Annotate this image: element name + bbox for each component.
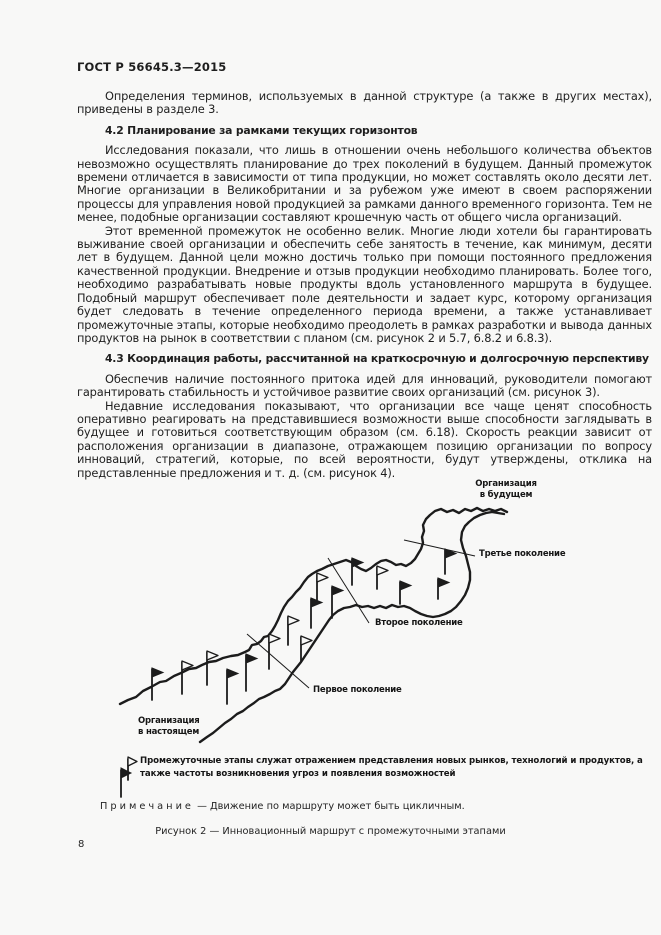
milestone-flag-icon <box>269 634 280 669</box>
milestone-flag-icon <box>311 598 322 628</box>
milestone-flag-icon <box>246 654 257 691</box>
milestone-flag-icon <box>438 578 449 599</box>
paragraph-intro: Определения терминов, используемых в данной структуре (а также в других местах), приведены в разделе 3. <box>77 89 652 117</box>
milestone-flag-icon <box>445 549 456 574</box>
milestone-flag-icon <box>352 558 363 585</box>
paragraph-4-3-a: Обеспечив наличие постоянного притока идей для инноваций, руководители помогают гарантировать стабильность и устойчивое развитие своих организаций (см. рисунок 3). <box>77 371 652 400</box>
milestone-flag-icon <box>400 581 411 604</box>
paragraph-4-3-b: Недавние исследования показывают, что организации все чаще ценят способность оперативно реагировать на представившиеся возможности выше способности заглядывать в будущее и готовиться соответствующим образом (см. 6.18). Скорость реакции зависит от расположения организации в диапазоне, отражающем позицию организации по вопросу инноваций, стратегий, которые, по всей вероятности, будут утверждены, отклика на представленные предложения и т. д. (см. рисунок 4). <box>77 398 652 480</box>
milestone-flag-icon <box>207 651 218 685</box>
section-heading-4-3: 4.3 Координация работы, рассчитанной на краткосрочную и долгосрочную перспективу <box>105 352 649 366</box>
figure-note-label: Примечание <box>100 801 194 812</box>
milestone-flag-icon <box>182 661 193 694</box>
milestone-flag-icon <box>317 573 328 600</box>
document-code-header: ГОСТ Р 56645.3—2015 <box>77 60 227 74</box>
milestone-flag-icon <box>288 616 299 645</box>
milestone-flag-icon <box>227 669 238 704</box>
legend-flag-outline-icon <box>128 757 137 780</box>
generation-1-marker-line <box>247 634 309 688</box>
generation-3-marker-line <box>404 540 475 556</box>
label-organization-present <box>138 716 200 738</box>
label-organization-future-line1: Организация <box>475 479 537 489</box>
milestone-flag-icon <box>377 566 388 589</box>
label-generation-1: Первое поколение <box>313 685 402 695</box>
figure-note-text: — Движение по маршруту может быть цикличным. <box>197 801 465 812</box>
paragraph-4-2-a: Исследования показали, что лишь в отношении очень небольшого количества объектов невозможно осуществлять планирование до трех поколений в будущем. Данный промежуток времени отличается в зависимости от типа продукции, но может составлять около десяти лет. Многие организации в Великобритании и за рубежом уже имеют в своем распоряжении процессы для управления новой продукцией за рамками данного временного горизонта. Тем не менее, подобные организации составляют крошечную часть от общего числа организаций. <box>77 143 652 225</box>
section-heading-4-2: 4.2 Планирование за рамками текущих горизонтов <box>105 123 418 137</box>
figure-caption: Рисунок 2 — Инновационный маршрут с промежуточными этапами <box>155 826 506 837</box>
paragraph-4-2-b: Этот временной промежуток не особенно велик. Многие люди хотели бы гарантировать выживание своей организации и обеспечить себе занятость в течение, как минимум, десяти лет в будущем. Данной цели можно достичь только при помощи постоянного предложения качественной продукции. Внедрение и отзыв продукции необходимо планировать. Более того, необходимо разрабатывать новые продукты вдоль установленного маршрута в будущее. Подобный маршрут обеспечивает поле деятельности и задает курс, которому организация будет следовать в течение определенного периода времени, а также устанавливает промежуточные этапы, которые необходимо преодолеть в рамках разработки и вывода данных продуктов на рынок в соответствии с планом (см. рисунок 2 и 5.7, 6.8.2 и 6.8.3). <box>77 223 652 345</box>
label-organization-present-line1: Организация <box>138 716 200 726</box>
label-generation-3: Третье поколение <box>479 549 566 559</box>
label-organization-future <box>462 479 550 501</box>
page-number: 8 <box>78 839 85 850</box>
label-organization-future-line2: в будущем <box>479 490 533 500</box>
legend-flag-filled-icon <box>121 768 131 797</box>
label-generation-2: Второе поколение <box>375 618 463 628</box>
figure-legend-text: Промежуточные этапы служат отражением представления новых рынков, технологий и продуктов, а также частоты возникновения угроз и появления возможностей <box>140 756 643 779</box>
figure-note <box>100 801 465 812</box>
label-organization-present-line2: в настоящем <box>138 727 200 737</box>
